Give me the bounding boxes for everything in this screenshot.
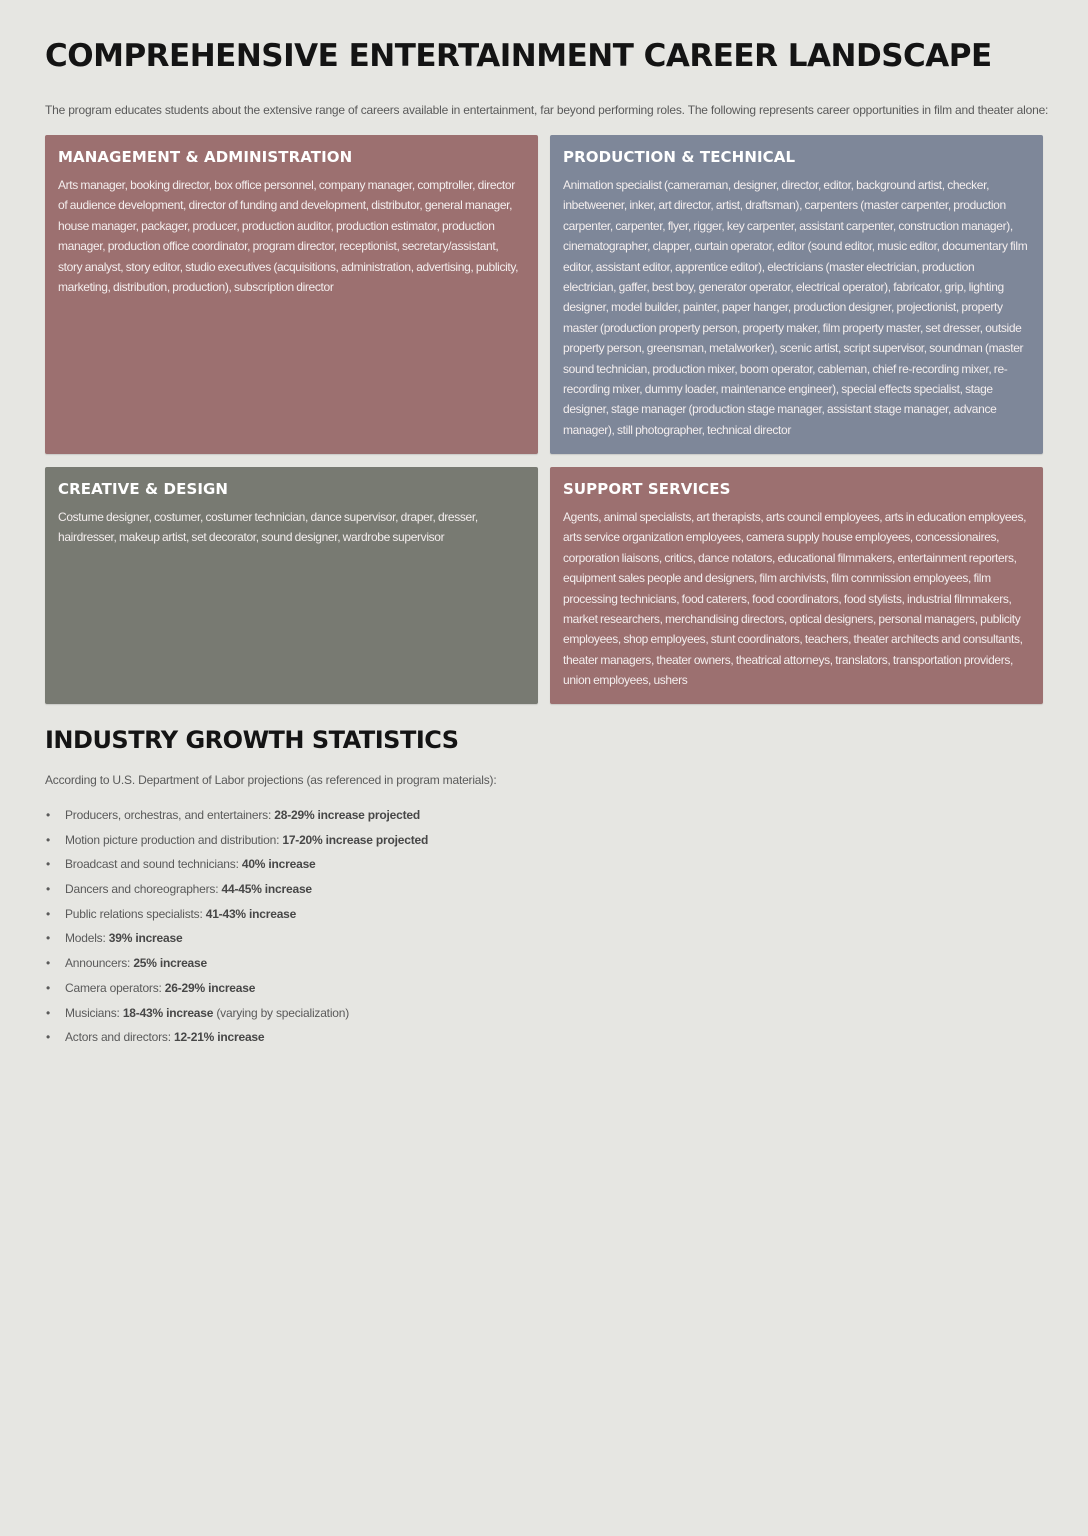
list-item	[45, 980, 1043, 1005]
bullet-icon: •	[46, 906, 51, 921]
stat-label: Producers, orchestras, and entertainers:	[65, 808, 275, 822]
stat-label: Actors and directors:	[65, 1030, 174, 1045]
list-item	[45, 1029, 1043, 1054]
list-item	[45, 955, 1043, 980]
bullet-icon: •	[46, 808, 51, 822]
stat-value: 25% increase	[133, 956, 207, 971]
bullet-icon: •	[46, 980, 51, 995]
list-item	[45, 832, 1043, 857]
card-body: Animation specialist (cameraman, designer, director, editor, background artist, checker, inbetweener, inker, art director, artist, draftsman), carpenters (master carpenter, production carpenter, carpenter, flyer, rigger, key carpenter, assistant carpenter, construction manager), cinematographer, clapper, curtain operator, editor (sound editor, music editor, documentary film editor, assistant editor, apprentice editor), electricians (master electrician, production electrician, gaffer, best boy, generator operator, electrical operator), fabricator, grip, lighting designer, model builder, painter, paper hanger, production designer, projectionist, property master (production property person, property maker, film property master, set dresser, outside property person, greensman, metalworker), scenic artist, script supervisor, soundman (master sound technician, production mixer, boom operator, cableman, chief re-recording mixer, re-recording mixer, dummy loader, maintenance engineer), special effects specialist, stage designer, stage manager (production stage manager, assistant stage manager, advance manager), still photographer, technical director	[563, 178, 1028, 437]
card-title: CREATIVE & DESIGN	[58, 480, 229, 498]
card-body: Costume designer, costumer, costumer technician, dance supervisor, draper, dresser, hairdresser, makeup artist, set decorator, sound designer, wardrobe supervisor	[58, 510, 478, 545]
stat-value: 41-43% increase	[205, 906, 297, 921]
stat-value: 40% increase	[241, 857, 316, 872]
bullet-icon: •	[46, 857, 51, 872]
stat-label: Announcers:	[65, 956, 134, 971]
stat-value: 28-29% increase projected	[274, 808, 420, 822]
stat-label: Models:	[65, 931, 109, 946]
card-title: PRODUCTION & TECHNICAL	[563, 148, 796, 166]
stat-label: Broadcast and sound technicians:	[65, 857, 242, 872]
document	[45, 36, 1049, 1054]
stat-note: (varying by specialization)	[213, 1005, 350, 1020]
card-body: Agents, animal specialists, art therapists, arts council employees, arts in education employees, arts service organization employees, camera supply house employees, concessionaires, corporation liaisons, critics, dance notators, educational filmmakers, entertainment reporters, equipment sales people and designers, film archivists, film commission employees, film processing technicians, food caterers, food coordinators, food stylists, industrial filmmakers, market researchers, merchandising directors, optical designers, personal managers, publicity employees, shop employees, stunt coordinators, teachers, theater architects and consultants, theater managers, theater owners, theatrical attorneys, translators, transportation providers, union employees, ushers	[563, 510, 1027, 688]
section-title: INDUSTRY GROWTH STATISTICS	[45, 726, 459, 754]
stat-label: Motion picture production and distribution:	[65, 832, 283, 847]
bullet-icon: •	[46, 956, 51, 971]
page-title: COMPREHENSIVE ENTERTAINMENT CAREER LANDSCAPE	[45, 38, 992, 74]
stat-value: 26-29% increase	[164, 980, 256, 995]
list-item	[45, 906, 1043, 931]
card-creative	[45, 467, 538, 704]
list-item	[45, 930, 1043, 955]
list-item	[45, 1005, 1043, 1030]
stat-label: Musicians:	[65, 1005, 123, 1020]
career-grid	[45, 135, 1043, 704]
card-title: SUPPORT SERVICES	[563, 480, 731, 498]
stat-label: Camera operators:	[65, 980, 165, 995]
stats-intro: According to U.S. Department of Labor projections (as referenced in program materials):	[45, 773, 497, 787]
card-management	[45, 135, 538, 454]
bullet-icon: •	[46, 832, 51, 847]
bullet-icon: •	[46, 1030, 51, 1045]
bullet-icon: •	[46, 1005, 51, 1020]
stat-value: 18-43% increase	[122, 1005, 214, 1020]
list-item	[45, 881, 1043, 906]
bullet-icon: •	[46, 931, 51, 946]
stat-label: Public relations specialists:	[65, 906, 206, 921]
stat-value: 44-45% increase	[221, 882, 312, 897]
bullet-icon: •	[46, 882, 51, 897]
stat-value: 17-20% increase projected	[282, 832, 429, 847]
card-body: Arts manager, booking director, box office personnel, company manager, comptroller, director of audience development, director of funding and development, distributor, general manager, house manager, packager, producer, production auditor, production estimator, production manager, production office coordinator, program director, receptionist, secretary/assistant, story analyst, story editor, studio executives (acquisitions, administration, advertising, publicity, marketing, distribution, production), subscription director	[58, 178, 519, 295]
card-production	[550, 135, 1043, 454]
list-item	[45, 807, 1043, 832]
stat-value: 39% increase	[108, 931, 183, 946]
stat-value: 12-21% increase	[173, 1030, 265, 1045]
stat-label: Dancers and choreographers:	[65, 882, 222, 897]
stats-list	[45, 807, 1043, 1054]
card-title: MANAGEMENT & ADMINISTRATION	[58, 148, 353, 166]
list-item	[45, 856, 1043, 881]
card-support	[550, 467, 1043, 704]
intro-paragraph: The program educates students about the extensive range of careers available in entertainment, far beyond performing roles. The following represents career opportunities in film and theater alone:	[45, 103, 1049, 117]
